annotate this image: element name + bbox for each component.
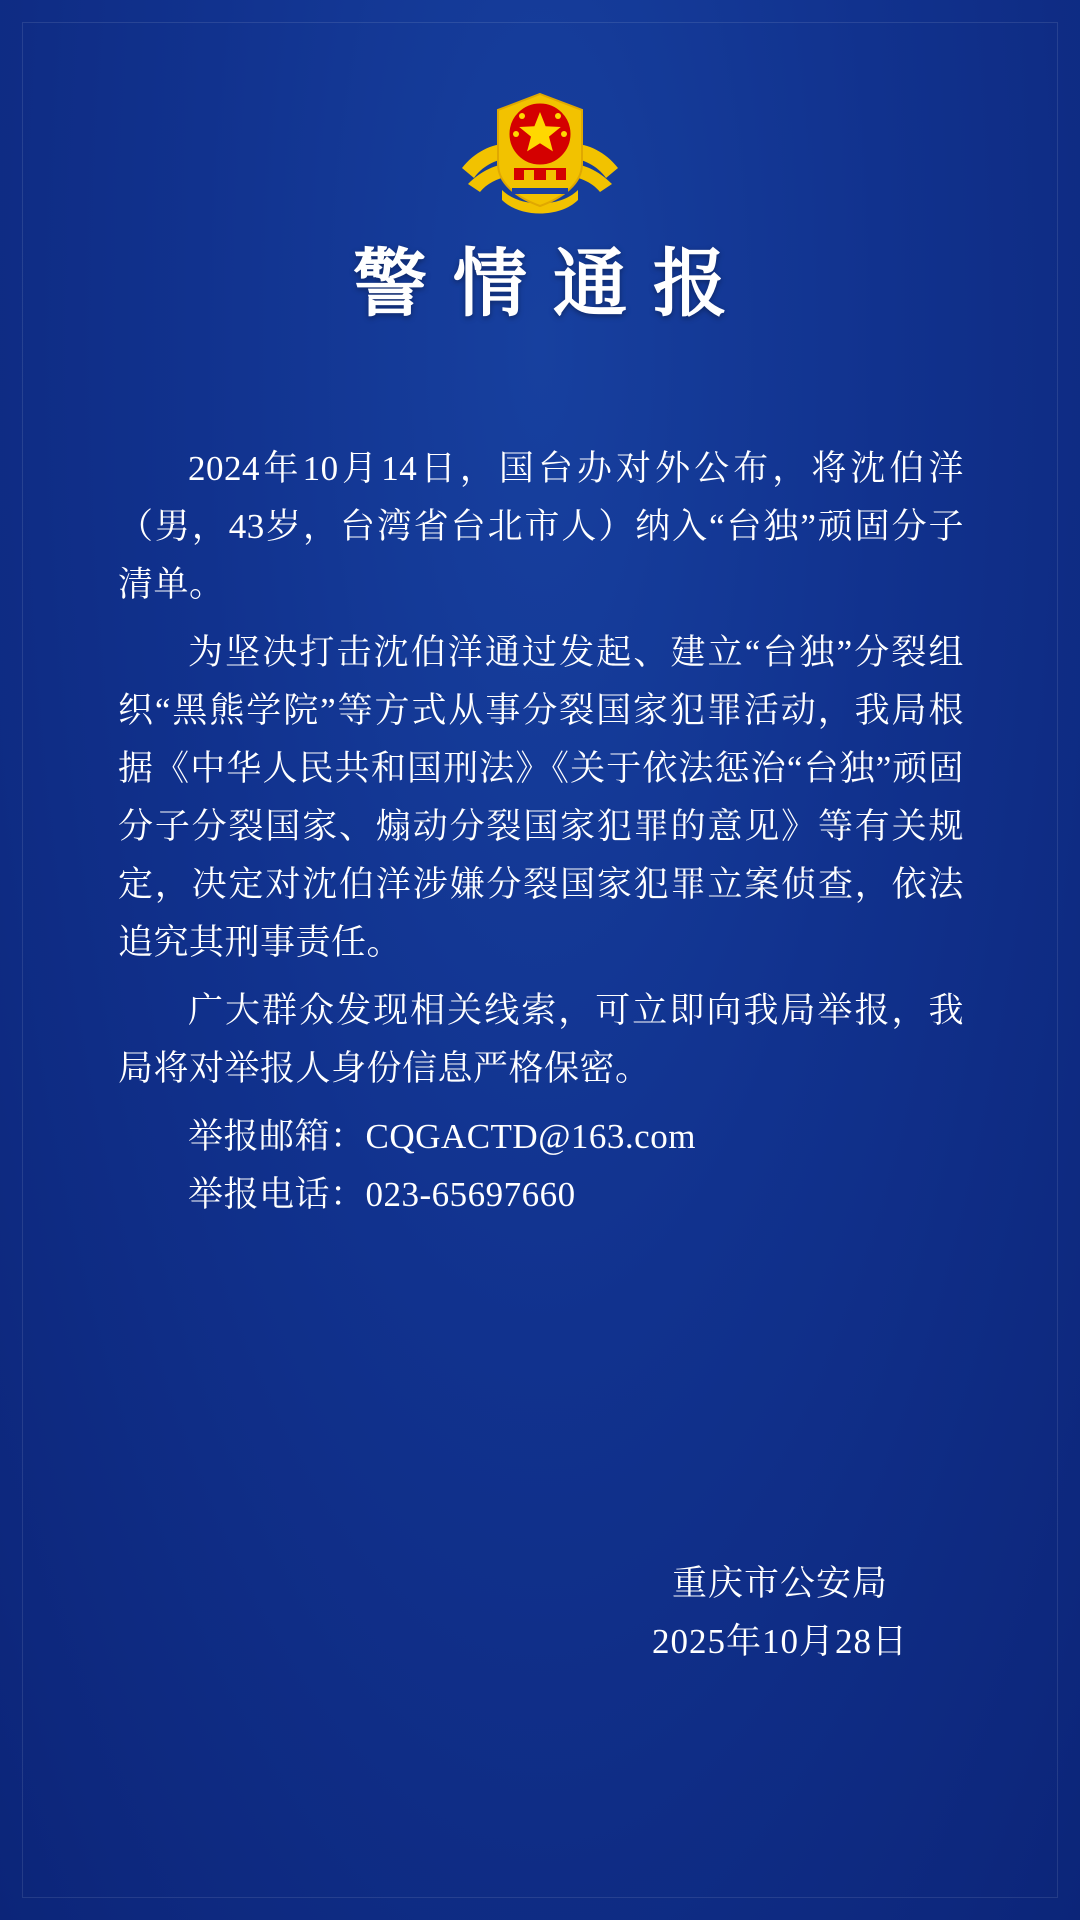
report-phone-label: 举报电话： bbox=[188, 1175, 366, 1214]
signature-block bbox=[620, 1555, 940, 1671]
report-email-line bbox=[118, 1108, 964, 1166]
china-police-badge-icon bbox=[450, 72, 630, 224]
issuing-organization: 重庆市公安局 bbox=[671, 1564, 888, 1603]
report-email-label: 举报邮箱： bbox=[188, 1117, 366, 1156]
notice-body bbox=[118, 440, 964, 1224]
page-title: 警情通报 bbox=[353, 244, 753, 326]
paragraph-2: 为坚决打击沈伯洋通过发起、建立“台独”分裂组织“黑熊学院”等方式从事分裂国家犯罪活动，我局根据《中华人民共和国刑法》《关于依法惩治“台独”顽固分子分裂国家、煽动分裂国家犯罪的意见》等有关规定，决定对沈伯洋涉嫌分裂国家犯罪立案侦查，依法追究其刑事责任。 bbox=[118, 633, 964, 962]
issue-date: 2025年10月28日 bbox=[651, 1622, 908, 1661]
report-email-value: CQGACTD@163.com bbox=[365, 1117, 696, 1156]
emblem-container bbox=[0, 72, 1080, 224]
paragraph-3: 广大群众发现相关线索，可立即向我局举报，我局将对举报人身份信息严格保密。 bbox=[118, 991, 964, 1088]
report-phone-line bbox=[118, 1166, 964, 1224]
paragraph-1: 2024年10月14日，国台办对外公布，将沈伯洋（男，43岁，台湾省台北市人）纳入“台独”顽固分子清单。 bbox=[118, 449, 964, 604]
report-phone-value: 023-65697660 bbox=[365, 1175, 576, 1214]
